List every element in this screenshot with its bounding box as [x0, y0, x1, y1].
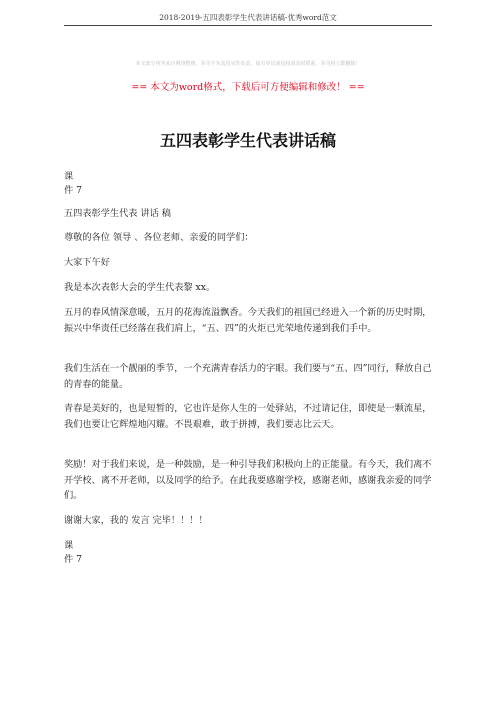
running-header: 2018-2019-五四表彰学生代表讲话稿-优秀word范文: [159, 13, 337, 22]
page-title: 五四表彰学生代表讲话稿: [159, 131, 336, 150]
salutation-paragraph: 尊敬的各位 领导 、各位老师、亲爱的同学们：: [64, 232, 254, 243]
body-paragraph-may: 五月的春风情深意暖，五月的花海流溢飘香。今天我们的祖国已经进入一个新的历史时期，振兴中华责任已经落在我们肩上，“五、四”的火炬已光荣地传递到我们手中。: [64, 307, 432, 334]
document-subtitle: 五四表彰学生代表 讲话 稿: [64, 208, 171, 219]
disclaimer-text: 本文部分内容来自网络整理，本司不为其真实性负责，如有异议或侵权请及时联系，本司将立即删除！: [135, 61, 361, 67]
top-label-line-2: 件 7: [64, 185, 82, 196]
bottom-label-line-2: 件 7: [64, 554, 82, 565]
bottom-label-line-1: 课: [64, 540, 74, 551]
closing-paragraph: 谢谢大家，我的 发言 完毕！！！！: [64, 515, 208, 526]
body-paragraph-season: 我们生活在一个靓丽的季节，一个充满青春活力的字眼。我们要与“五、四”同行，释放自己的青春的能量。: [64, 363, 432, 390]
intro-paragraph: 我是本次表彰大会的学生代表黎 xx。: [64, 282, 216, 293]
top-label-line-1: 课: [64, 171, 74, 182]
format-notice: == 本文为word格式，下载后可方便编辑和修改！ ==: [131, 82, 365, 93]
greeting-paragraph: 大家下午好: [64, 257, 110, 268]
body-paragraph-award: 奖励！对于我们来说，是一种鼓励，是一种引导我们积极向上的正能量。有今天，我们离不开学校、离不开老师，以及同学的给予。在此我要感谢学校，感谢老师，感谢我亲爱的同学们。: [64, 459, 432, 501]
body-paragraph-youth: 青春是美好的，也是短暂的，它也许是你人生的一处驿站，不过请记住，即使是一颗流星，我们也要让它辉煌地闪耀。不畏艰难，敢于拼搏，我们要志比云天。: [64, 403, 432, 430]
header-rule: [64, 25, 432, 26]
